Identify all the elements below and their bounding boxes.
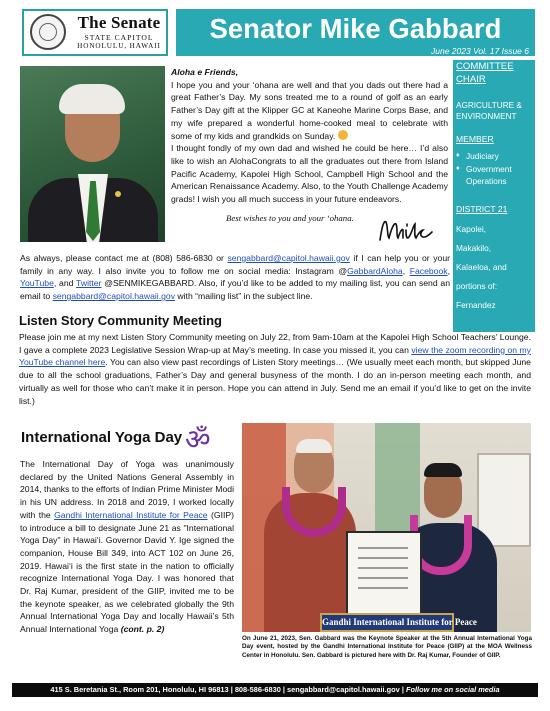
issue-info: June 2023 Vol. 17 Issue 6 xyxy=(431,46,529,56)
contact-text: , xyxy=(402,265,410,276)
dr-kumar-hair xyxy=(424,463,462,477)
contact-paragraph xyxy=(20,252,450,303)
portrait-hair xyxy=(59,84,125,114)
district-heading: DISTRICT 21 xyxy=(456,204,508,214)
district-area: Fernandez xyxy=(456,300,496,310)
logo-location: HONOLULU, HAWAII xyxy=(77,42,161,50)
email-link[interactable]: sengabbard@capitol.hawaii.gov xyxy=(227,253,350,263)
contact-text: with “mailing list” in the subject line. xyxy=(175,291,313,302)
contact-text: , and xyxy=(53,278,77,289)
om-symbol-icon: ॐ xyxy=(185,423,211,456)
yoga-day-photo xyxy=(242,423,531,632)
certificate-line xyxy=(358,547,408,549)
logo-subtitle: STATE CAPITOL xyxy=(84,33,154,42)
listen-story-heading: Listen Story Community Meeting xyxy=(19,313,222,328)
senator-hair xyxy=(296,439,332,453)
greeting: Aloha e Friends, xyxy=(171,67,239,77)
smile-emoji-icon xyxy=(338,130,348,140)
senator-portrait xyxy=(20,66,165,242)
listen-story-body xyxy=(19,331,531,407)
listen-story-text: Please join me at my next Listen Story Community meeting on July 22, from 9am-10am at the Kapolei High School Teachers’ Lounge. I gave a complete 2023 Legislative Session Wrap-up at May’s meeting. In case you missed it, you can xyxy=(19,332,531,355)
framed-certificate xyxy=(346,531,422,623)
instagram-link[interactable]: GabbardAloha xyxy=(347,265,403,276)
contact-text: , xyxy=(447,265,450,276)
district-area: Kalaeloa, and xyxy=(456,262,507,272)
masthead xyxy=(176,9,535,56)
certificate-line xyxy=(358,557,408,559)
listen-story-text: . You can also view past recordings of Listen Story meetings… (We usually meet each month, but skipped June due to all the school graduations, Father’s Day and general busyness of the month. I do an in-person meeting each month, and virtually as well for those who can’t make it in person. Hope you can attend in July. Send me an email if you’d like to get on the invite list.) xyxy=(19,357,531,406)
district-area: portions of: xyxy=(456,281,498,291)
intro-letter xyxy=(171,66,448,206)
certificate-line xyxy=(358,567,408,569)
newsletter-title: Senator Mike Gabbard xyxy=(209,13,502,44)
contact-text: As always, please contact me at (808) 586-6830 or xyxy=(20,253,228,263)
member-item: ♦ Judiciary xyxy=(456,150,535,163)
committee-sidebar xyxy=(453,60,535,332)
portrait-pin xyxy=(115,191,121,197)
intro-paragraph-2: I thought fondly of my own dad and wished he could be here… I’d also like to wish an AlohaCongrats to all the graduates out there from Island Pacific Academy, Kapolei High School, Campbell High School and the American Renaissance Academy. Also, to the Youth Challenge Academy grads! I wish you all much success in your future endeavors. xyxy=(171,143,448,205)
member-heading: MEMBER xyxy=(456,134,494,144)
footer-address: 415 S. Beretania St., Room 201, Honolulu, HI 96813 | 808-586-6830 | sengabbard@capitol.hawaii.gov | xyxy=(50,685,406,694)
contact-text: @SENMIKEGABBARD. Also, if you’d like to be added to my mailing list, you can send an email to xyxy=(20,278,450,302)
intro-paragraph-1: I hope you and your ‘ohana are well and that you dads out there had a great Father’s Day. My sons treated me to a round of golf as an early Father’s Day gift at the Klipper GC at Kaneohe Marine Corps Base, and my wife prepared a wonderful home-cooked meal to celebrate with some of my kids and grandkids on Sunday. xyxy=(171,79,448,141)
certificate-line xyxy=(358,587,408,589)
seal-inner-ring xyxy=(39,23,57,41)
yoga-text: The International Day of Yoga was unanimously declared by the United Nations General Assembly in 2014, thanks to the efforts of Indian Prime Minister Modi in his UN address. In 2018 and 2019, I worked locally with the xyxy=(20,459,234,520)
photo-caption: On June 21, 2023, Sen. Gabbard was the Keynote Speaker at the 5th Annual International Yoga Day event, hosted by the Gandhi International Institute for Peace (GIIP) at the MOA Wellness Center in Honolulu. Sen. Gabbard is pictured here with Dr. Raj Kumar, Founder of GIIP. xyxy=(242,635,532,659)
logo-title: The Senate xyxy=(77,13,161,32)
committee-chair-heading: COMMITTEE CHAIR xyxy=(456,61,514,85)
footer-bar xyxy=(12,683,538,697)
photo-window xyxy=(477,453,531,547)
zoom-recording-link[interactable]: view the zoom recording on my YouTube channel here xyxy=(19,344,531,368)
closing-wishes: Best wishes to you and your ‘ohana. xyxy=(226,213,354,223)
contact-text: if I can help you or your family in any way. I also invite you to follow me on social media: Instagram @ xyxy=(20,253,450,276)
footer-social-link[interactable]: Follow me on social media xyxy=(405,685,500,694)
state-seal-icon xyxy=(30,14,66,50)
member-list xyxy=(456,150,535,188)
facebook-link[interactable]: Facebook xyxy=(409,265,448,276)
giip-link[interactable]: Gandhi International Institute for Peace xyxy=(54,509,208,520)
yoga-day-body xyxy=(20,458,234,636)
district-area: Kapolei, xyxy=(456,224,486,234)
committee-name: AGRICULTURE & ENVIRONMENT xyxy=(456,101,522,121)
mailing-list-email-link[interactable]: sengabbard@capitol.hawaii.gov xyxy=(52,291,176,302)
twitter-link[interactable]: Twitter xyxy=(76,278,102,289)
member-item: ♦ Government Operations xyxy=(456,163,535,188)
yoga-text: (GIIP) to introduce a bill to designate June 21 as "International Yoga Day" in Hawai‘i. Governor David Y. Ige signed the companion, House Bill 349, into ACT 102 on June 26, 2019. Hawai‘i is the first state in the nation to officially recognize International Yoga Day. I was honored that Dr. Raj Kumar, president of the GIIP, invited me to be the keynote speaker, as we celebrated globally the 9th Annual International Yoga Day and locally Hawaii’s 5th Annual International Yoga xyxy=(20,509,234,635)
senate-logo xyxy=(22,9,168,56)
district-area: Makakilo, xyxy=(456,243,492,253)
signature xyxy=(376,216,438,246)
youtube-link[interactable]: YouTube xyxy=(20,278,54,289)
certificate-line xyxy=(358,577,408,579)
giip-banner: Gandhi International Institute for Peace xyxy=(320,613,454,632)
district-area-list xyxy=(456,220,535,315)
continued-note: (cont. p. 2) xyxy=(120,624,165,635)
yoga-day-heading: International Yoga Day xyxy=(21,429,183,446)
